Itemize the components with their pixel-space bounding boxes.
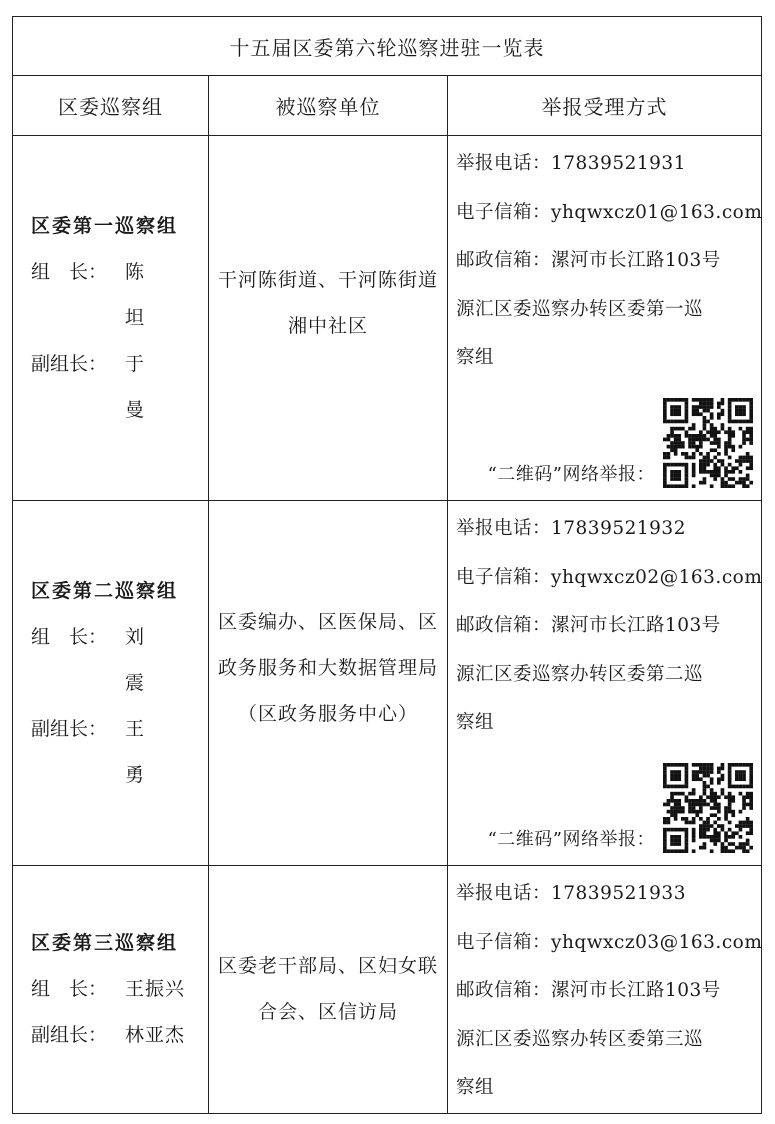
- post-text: 邮政信箱：漯河市长江路103号: [456, 250, 721, 271]
- group-cell: [13, 136, 209, 501]
- qr-report: [488, 763, 753, 853]
- deputy-name: 王勇: [125, 718, 171, 786]
- email-text: 电子信箱：yhqwxcz02@163.com: [456, 566, 763, 588]
- deputy-label: 副组长：: [31, 353, 108, 375]
- table-row: [13, 866, 762, 1114]
- email-text: 电子信箱：yhqwxcz01@163.com: [456, 201, 763, 223]
- qr-code-icon[interactable]: [663, 763, 753, 853]
- leader-name: 王振兴: [125, 978, 186, 1001]
- phone-text: 举报电话：17839521933: [456, 883, 686, 904]
- leader-label: 组 长：: [31, 978, 108, 1001]
- table-row: [13, 501, 762, 866]
- leader-name: 陈坦: [125, 261, 171, 329]
- table-title: 十五届区委第六轮巡察进驻一览表: [13, 17, 762, 76]
- post-text-3: 察组: [456, 347, 495, 368]
- leader-line: [31, 966, 208, 1012]
- leader-line: [31, 249, 208, 341]
- deputy-label: 副组长：: [31, 1024, 108, 1047]
- deputy-line: [31, 1012, 208, 1058]
- group-name: 区委第二巡察组: [31, 580, 179, 602]
- deputy-name: 于曼: [125, 353, 171, 421]
- leader-label: 组 长：: [31, 261, 108, 283]
- post-text-2: 源汇区委巡察办转区委第一巡: [456, 298, 704, 320]
- post-text-3: 察组: [456, 712, 495, 733]
- post-text-3: 察组: [456, 1077, 495, 1098]
- post-text-2: 源汇区委巡察办转区委第二巡: [456, 663, 704, 685]
- deputy-line: [31, 341, 208, 433]
- deputy-label: 副组长：: [31, 718, 108, 740]
- header-unit: 被巡察单位: [209, 76, 448, 136]
- leader-line: [31, 614, 208, 706]
- phone-text: 举报电话：17839521932: [456, 518, 686, 539]
- group-cell: [13, 866, 209, 1114]
- inspected-unit: 干河陈街道、干河陈街道湘中社区: [209, 136, 448, 501]
- deputy-name: 林亚杰: [125, 1024, 186, 1047]
- post-text: 邮政信箱：漯河市长江路103号: [456, 615, 721, 636]
- group-name: 区委第三巡察组: [31, 932, 179, 955]
- qr-label: “二维码”网络举报：: [487, 829, 656, 850]
- qr-code-icon[interactable]: [663, 398, 753, 488]
- header-row: [13, 76, 762, 136]
- group-cell: [13, 501, 209, 866]
- deputy-line: [31, 706, 208, 798]
- contact-cell: [448, 136, 762, 501]
- group-name: 区委第一巡察组: [31, 215, 179, 237]
- inspected-unit: 区委编办、区医保局、区政务服务和大数据管理局（区政务服务中心）: [209, 501, 448, 866]
- email-text: 电子信箱：yhqwxcz03@163.com: [456, 931, 763, 953]
- inspected-unit: 区委老干部局、区妇女联合会、区信访局: [209, 866, 448, 1114]
- contact-cell: [448, 866, 762, 1114]
- leader-name: 刘震: [125, 626, 171, 694]
- qr-report: [488, 398, 753, 488]
- inspection-roster-table: [12, 16, 762, 1114]
- header-group: 区委巡察组: [13, 76, 209, 136]
- qr-label: “二维码”网络举报：: [487, 464, 656, 485]
- contact-cell: [448, 501, 762, 866]
- title-row: [13, 17, 762, 76]
- post-text-2: 源汇区委巡察办转区委第三巡: [456, 1028, 704, 1050]
- phone-text: 举报电话：17839521931: [456, 153, 686, 174]
- leader-label: 组 长：: [31, 626, 108, 648]
- table-row: [13, 136, 762, 501]
- post-text: 邮政信箱：漯河市长江路103号: [456, 980, 721, 1001]
- header-contact: 举报受理方式: [448, 76, 762, 136]
